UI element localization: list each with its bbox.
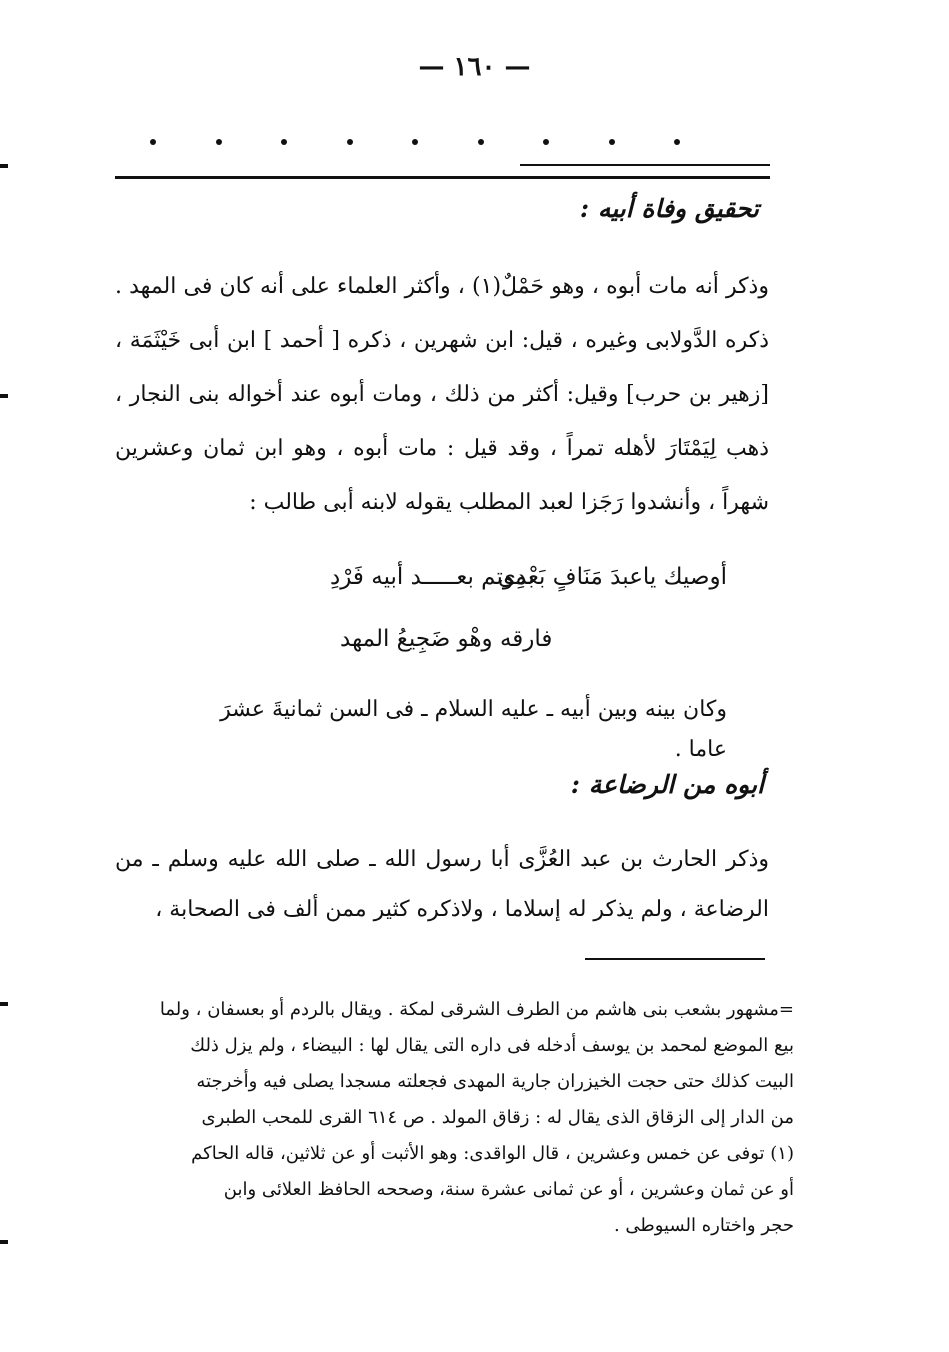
- dot: [347, 139, 353, 145]
- verse-line: فارقه وهْو ضَجِيعُ المهد: [340, 626, 553, 652]
- divider: [115, 176, 770, 179]
- ornamental-dots: [150, 122, 680, 162]
- scan-mark: [0, 1002, 8, 1006]
- dot: [609, 139, 615, 145]
- body-paragraph: وذكر أنه مات أبوه ، وهو حَمْلٌ(١) ، وأكثر العلماء على أنه كان فى المهد . ذكره الدَّولابى وغيره ، قيل: ابن شهرين ، ذكره [ أحمد ] ابن أبى خَيْثَمَة ، [زهير بن حرب] وقيل: أكثر من ذلك ، ومات أبوه عند أخواله بنى النجار ، ذهب لِيَمْتَارَ لأهله تمراً ، وقد قيل : مات أبوه ، وهو ابن ثمان وعشرين شهراً ، وأنشدوا رَجَزا لعبد المطلب يقوله لابنه أبى طالب :: [115, 274, 769, 515]
- footnote-line: =مشهور بشعب بنى هاشم من الطرف الشرقى لمكة . ويقال بالردم أو بعسفان ، ولما: [159, 999, 794, 1020]
- footnote-divider: [585, 958, 765, 960]
- divider: [520, 164, 770, 166]
- footnote-line: حجر واختاره السيوطى .: [613, 1215, 794, 1236]
- dot: [412, 139, 418, 145]
- footnotes: [128, 992, 794, 1244]
- body-paragraph: وذكر الحارث بن عبد العُزَّى أبا رسول الله ـ صلى الله عليه وسلم ـ من الرضاعة ، ولم يذكر له إسلاما ، ولاذكره كثير ممن ألف فى الصحابة ،: [115, 847, 769, 922]
- scan-mark: [0, 394, 8, 398]
- dot: [150, 139, 156, 145]
- footnote-line: (١) توفى عن خمس وعشرين ، قال الواقدى: وهو الأثبت أو عن ثلاثين، قاله الحاكم: [191, 1143, 794, 1164]
- section-heading: أبوه من الرضاعة :: [570, 770, 764, 799]
- verse-hemistich: بموتم بعـــــد أبيه فَرْدِ: [330, 564, 535, 590]
- footnote-line: البيت كذلك حتى حجت الخيزران جارية المهدى فجعلته مسجدا يصلى فيه وأخرجته: [196, 1071, 794, 1092]
- dot: [674, 139, 680, 145]
- footnote-line: بيع الموضع لمحمد بن يوسف أدخله فى داره التى يقال لها : البيضاء ، ولم يزل ذلك: [190, 1035, 794, 1056]
- verse-hemistich: أوصيك ياعبدَ مَنَافٍ بَعْدِى: [497, 564, 727, 590]
- scan-mark: [0, 164, 8, 168]
- footnote-line: من الدار إلى الزقاق الذى يقال له : زقاق المولد . ص ٦١٤ القرى للمحب الطبرى: [201, 1107, 794, 1128]
- scan-mark: [0, 1240, 8, 1244]
- dot: [216, 139, 222, 145]
- dot: [543, 139, 549, 145]
- section-heading: تحقيق وفاة أبيه :: [579, 194, 759, 223]
- body-paragraph: وكان بينه وبين أبيه ـ عليه السلام ـ فى السن ثمانيةَ عشرَ عاما .: [220, 697, 727, 762]
- dot: [281, 139, 287, 145]
- footnote-line: أو عن ثمان وعشرين ، أو عن ثمانى عشرة سنة، وصححه الحافظ العلائى وابن: [223, 1179, 794, 1200]
- dot: [478, 139, 484, 145]
- page-number: — ١٦٠ —: [418, 52, 531, 82]
